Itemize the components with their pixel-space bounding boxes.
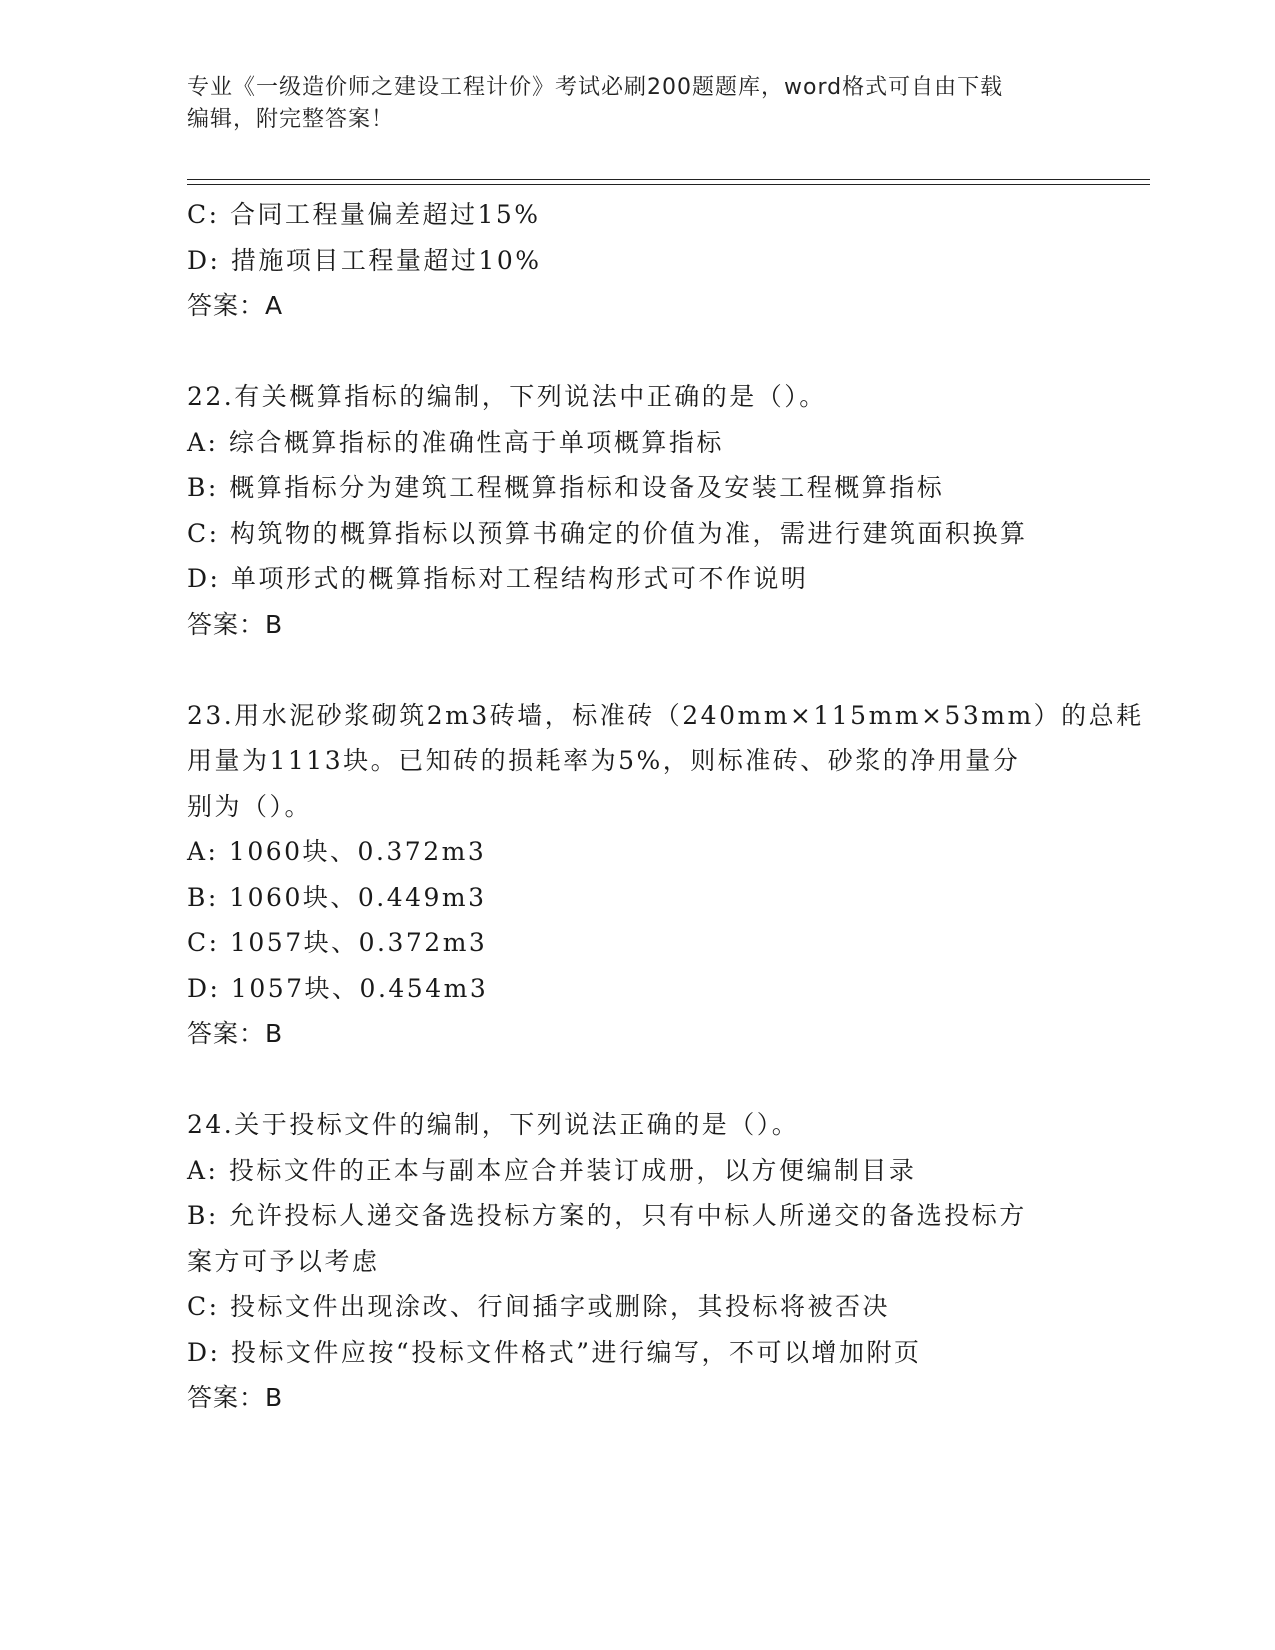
header-divider-bottom (187, 184, 1150, 185)
answer-line: 答案：B (187, 1383, 284, 1412)
option-d: D: 投标文件应按“投标文件格式”进行编写，不可以增加附页 (187, 1337, 922, 1367)
spacer (187, 647, 1087, 693)
option-d: D: 单项形式的概算指标对工程结构形式可不作说明 (187, 564, 809, 593)
option-d: D: 1057块、0.454m3 (187, 973, 489, 1003)
question-21-tail (187, 192, 1087, 329)
page-header (187, 72, 1087, 136)
question-stem-line-2: 用量为1113块。已知砖的损耗率为5%，则标准砖、砂浆的净用量分 (187, 746, 1021, 775)
option-b-line-2: 案方可予以考虑 (187, 1246, 380, 1276)
header-line-1: 专业《一级造价师之建设工程计价》考试必刷200题题库，word格式可自由下载 (187, 75, 1004, 100)
question-stem: 22.有关概算指标的编制，下列说法中正确的是（）。 (187, 382, 827, 411)
question-24 (187, 1102, 1087, 1421)
spacer (187, 329, 1087, 375)
question-stem-line-1: 23.用水泥砂浆砌筑2m3砖墙，标准砖（240mm×115mm×53mm）的总耗 (187, 700, 1144, 730)
answer-line: 答案：B (187, 609, 284, 639)
option-c: C: 构筑物的概算指标以预算书确定的价值为准，需进行建筑面积换算 (187, 518, 1028, 548)
option-c: C: 投标文件出现涂改、行间插字或删除，其投标将被否决 (187, 1292, 891, 1321)
answer-line: 答案：A (187, 291, 284, 320)
option-a: A: 综合概算指标的准确性高于单项概算指标 (187, 427, 724, 457)
header-divider-top (187, 179, 1150, 180)
header-line-2: 编辑，附完整答案！ (187, 107, 395, 132)
option-b: B: 1060块、0.449m3 (187, 882, 487, 912)
spacer (187, 1057, 1087, 1103)
question-22 (187, 374, 1087, 647)
option-d: D: 措施项目工程量超过10% (187, 245, 542, 275)
question-content (187, 192, 1144, 1421)
question-23 (187, 693, 1144, 1057)
answer-line: 答案：B (187, 1019, 284, 1048)
option-a: A: 投标文件的正本与副本应合并装订成册，以方便编制目录 (187, 1155, 917, 1185)
option-b-line-1: B: 允许投标人递交备选投标方案的，只有中标人所递交的备选投标方 (187, 1201, 1027, 1230)
option-b: B: 概算指标分为建筑工程概算指标和设备及安装工程概算指标 (187, 473, 945, 502)
question-stem: 24.关于投标文件的编制，下列说法正确的是（）。 (187, 1110, 800, 1139)
option-a: A: 1060块、0.372m3 (187, 837, 487, 866)
option-c: C: 合同工程量偏差超过15% (187, 200, 541, 229)
question-stem-line-3: 别为（）。 (187, 791, 313, 821)
option-c: C: 1057块、0.372m3 (187, 928, 488, 957)
